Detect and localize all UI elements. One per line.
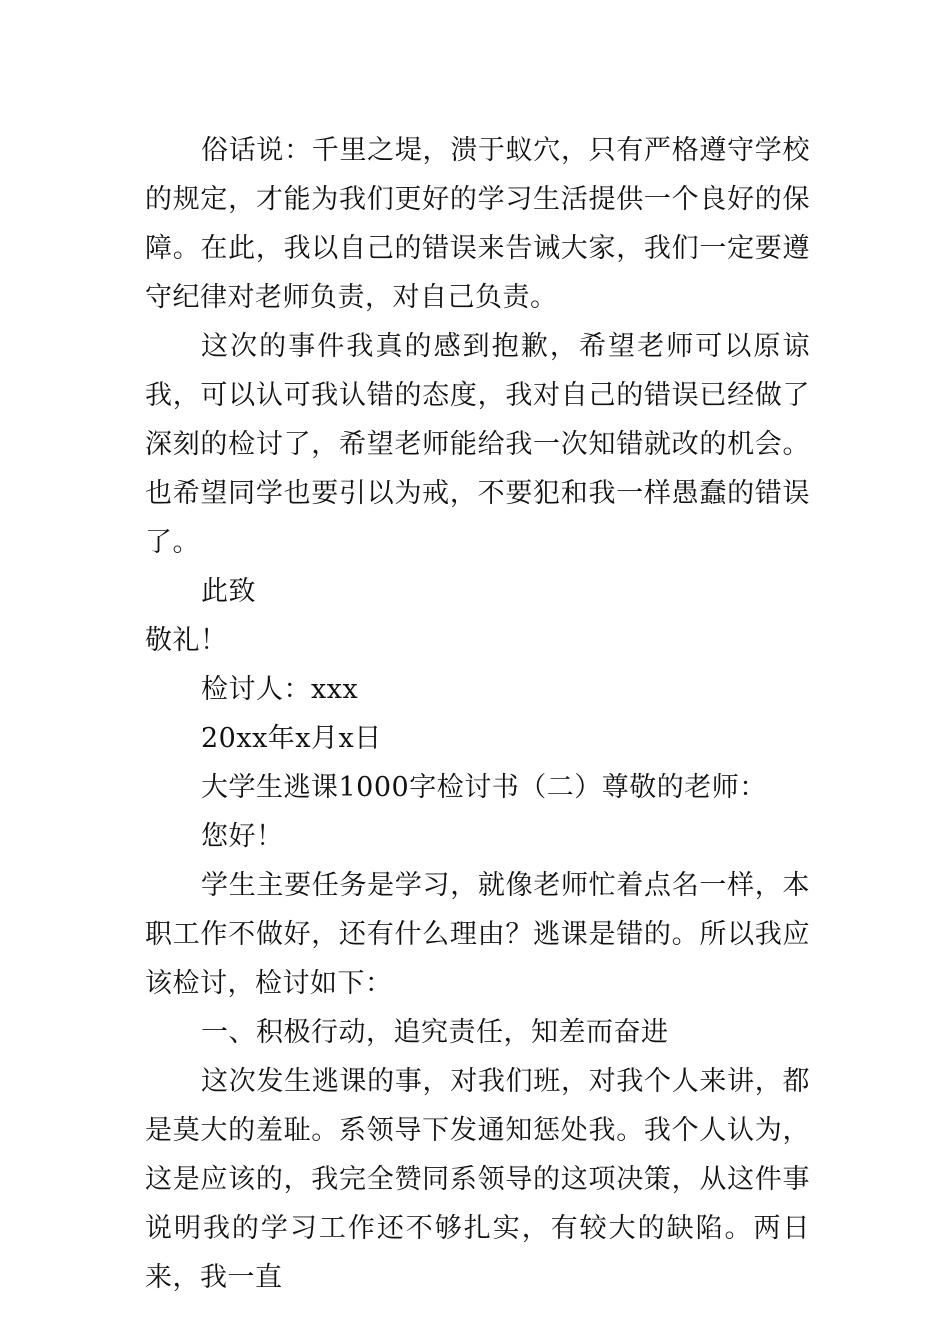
paragraph-main-task: 学生主要任务是学习，就像老师忙着点名一样，本职工作不做好，还有什么理由？逃课是错的。所以我应该检讨，检讨如下：	[145, 870, 810, 999]
second-letter-title: 大学生逃课1000字检讨书（二）尊敬的老师：	[201, 772, 767, 803]
closing-regards: 敬礼！	[145, 625, 228, 656]
section-heading-one: 一、积极行动，追究责任，知差而奋进	[201, 1017, 669, 1048]
paragraph-proverb: 俗话说：千里之堤，溃于蚁穴，只有严格遵守学校的规定，才能为我们更好的学习生活提供一个良好的保障。在此，我以自己的错误来告诫大家，我们一定要遵守纪律对老师负责，对自己负责。	[145, 135, 810, 313]
signature-date: 20xx年x月x日	[201, 723, 382, 754]
document-body	[145, 126, 810, 1302]
closing-salutation: 此致	[201, 576, 256, 607]
greeting: 您好！	[201, 821, 284, 852]
paragraph-incident: 这次发生逃课的事，对我们班，对我个人来讲，都是莫大的羞耻。系领导下发通知惩处我。我个人认为，这是应该的，我完全赞同系领导的这项决策，从这件事说明我的学习工作还不够扎实，有较大的缺陷。两日来，我一直	[145, 1066, 810, 1293]
paragraph-apology: 这次的事件我真的感到抱歉，希望老师可以原谅我，可以认可我认错的态度，我对自己的错误已经做了深刻的检讨了，希望老师能给我一次知错就改的机会。也希望同学也要引以为戒，不要犯和我一样愚蠢的错误了。	[145, 331, 810, 558]
signature-name: 检讨人：xxx	[201, 674, 359, 705]
